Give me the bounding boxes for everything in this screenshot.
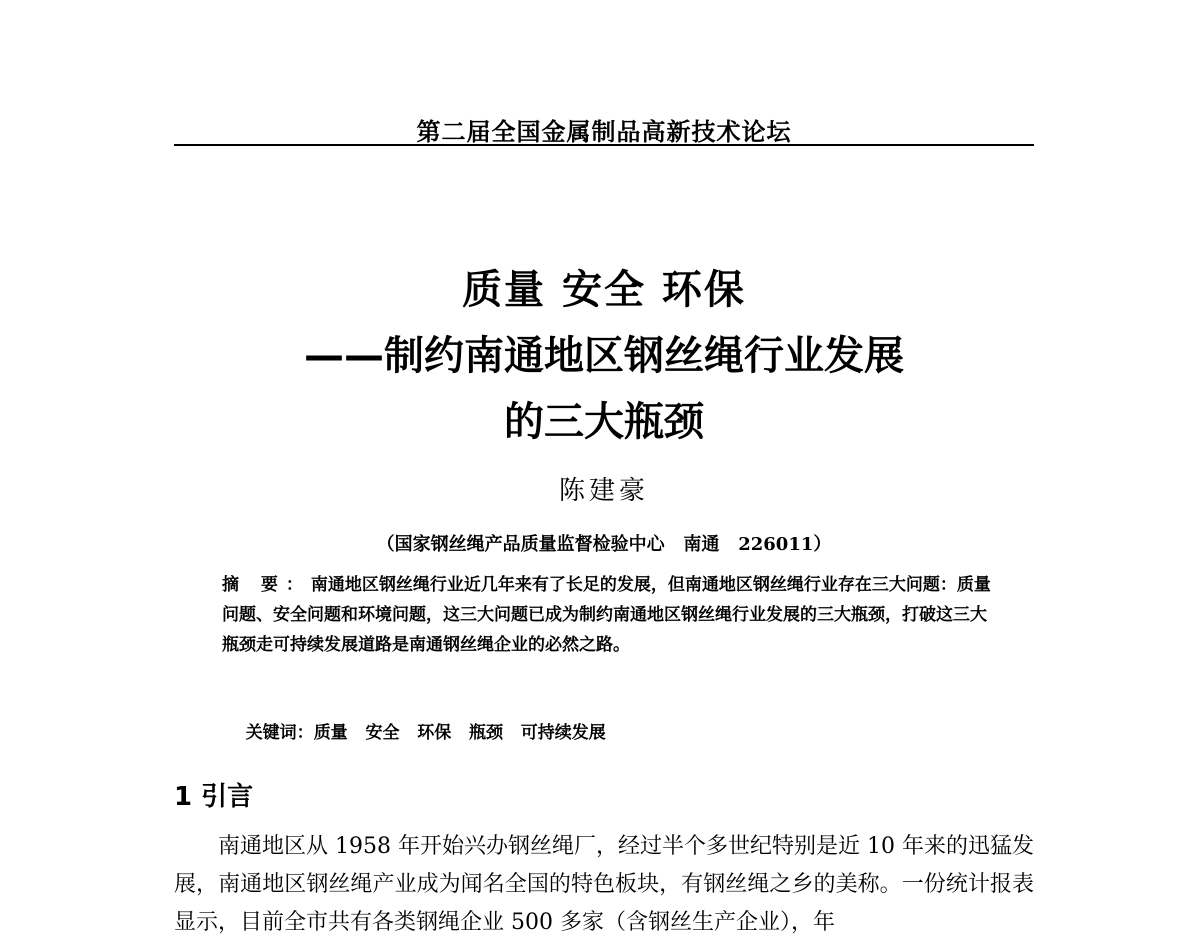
abstract-label: 摘 要： [222, 575, 311, 595]
keywords-label: 关键词： [245, 723, 314, 743]
keywords-text: 质量 安全 环保 瓶颈 可持续发展 [313, 723, 606, 743]
keywords [222, 698, 992, 763]
title-line-1: 质量 安全 环保 [462, 267, 746, 313]
abstract-text: 南通地区钢丝绳行业近几年来有了长足的发展，但南通地区钢丝绳行业存在三大问题：质量问题、安全问题和环境问题，这三大问题已成为制约南通地区钢丝绳行业发展的三大瓶颈，打破这三大瓶颈走可持续发展道路是南通钢丝绳企业的必然之路。 [222, 575, 991, 655]
title-line-3: 的三大瓶颈 [504, 399, 704, 445]
author-affiliation: （国家钢丝绳产品质量监督检验中心 南通 226011） [376, 534, 832, 555]
abstract [222, 570, 992, 660]
running-header: 第二届全国金属制品高新技术论坛 [416, 118, 792, 146]
section-heading: 1 引言 [174, 782, 254, 812]
body-paragraph: 南通地区从 1958 年开始兴办钢丝绳厂，经过半个多世纪特别是近 10 年来的迅猛发展，南通地区钢丝绳产业成为闻名全国的特色板块，有钢丝绳之乡的美称。一份统计报表显示，目前全市共有各类钢绳企业 500 多家（含钢丝生产企业），年 [174, 834, 1034, 935]
header-rule [174, 144, 1034, 146]
title-line-2: ——制约南通地区钢丝绳行业发展 [304, 333, 904, 379]
author-name: 陈建豪 [558, 476, 649, 506]
